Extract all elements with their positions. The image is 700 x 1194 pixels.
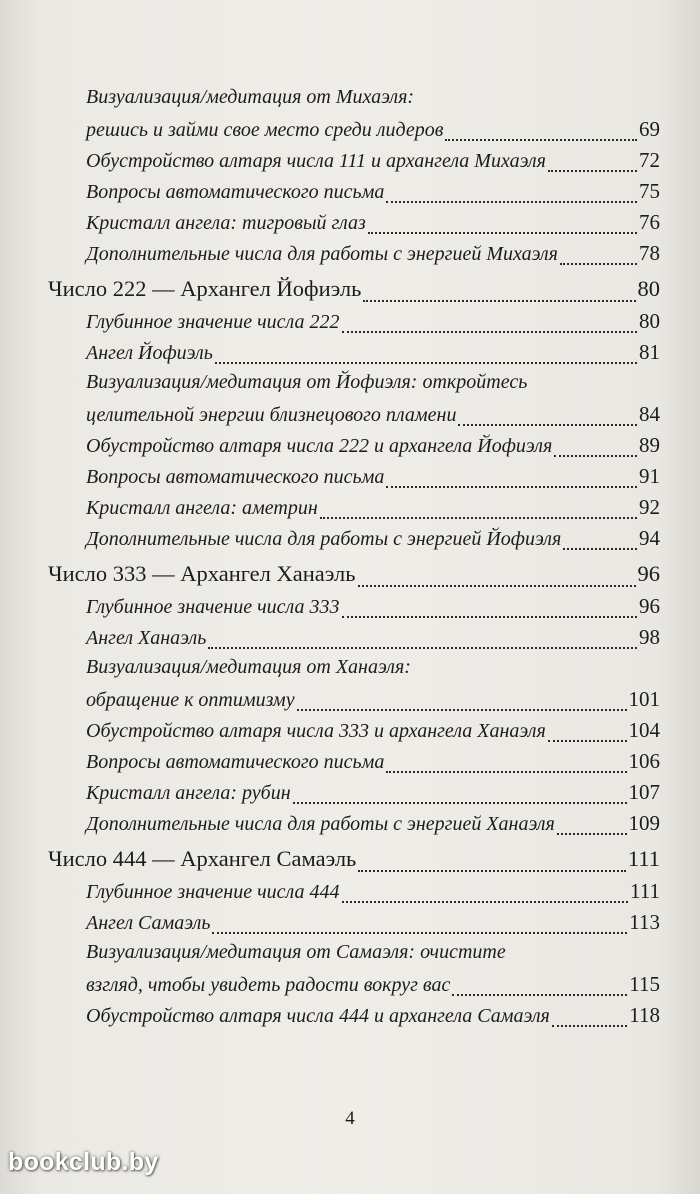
toc-entry-head: Визуализация/медитация от Ханаэля: (86, 656, 411, 678)
toc-entry: взгляд, чтобы увидеть радости вокруг вас 115 (86, 972, 660, 996)
toc-entry: Дополнительные числа для работы с энергией Ханаэля 109 (86, 811, 660, 835)
toc-entry: решись и займи свое место среди лидеров 69 (86, 117, 660, 141)
site-watermark: bookclub.by (8, 1148, 159, 1176)
toc-entry: Ангел Йофиэль 81 (86, 340, 660, 364)
toc-entry: Обустройство алтаря числа 444 и архангела Самаэля 118 (86, 1003, 660, 1027)
table-of-contents (0, 86, 700, 1034)
toc-entry: Обустройство алтаря числа 333 и архангела Ханаэля 104 (86, 718, 660, 742)
toc-chapter (0, 272, 700, 557)
toc-entry: Дополнительные числа для работы с энергией Михаэля 78 (86, 241, 660, 265)
toc-entry: Ангел Самаэль 113 (86, 910, 660, 934)
toc-entry: Обустройство алтаря числа 111 и архангела Михаэля 72 (86, 148, 660, 172)
toc-entry: Кристалл ангела: тигровый глаз 76 (86, 210, 660, 234)
toc-entry-head: Визуализация/медитация от Самаэля: очистите (86, 941, 506, 963)
toc-entry: обращение к оптимизму 101 (86, 687, 660, 711)
chapter-heading: Число 333 — Архангел Ханаэль 96 (48, 561, 660, 586)
chapter-heading: Число 222 — Архангел Йофиэль 80 (48, 276, 660, 301)
toc-entry-head: Визуализация/медитация от Йофиэля: откройтесь (86, 371, 528, 393)
toc-entry: Кристалл ангела: аметрин 92 (86, 495, 660, 519)
toc-entry: Вопросы автоматического письма 91 (86, 464, 660, 488)
toc-entry: Глубинное значение числа 444 111 (86, 879, 660, 903)
toc-entry: Глубинное значение числа 222 80 (86, 309, 660, 333)
toc-entry: Глубинное значение числа 333 96 (86, 594, 660, 618)
toc-entry: Кристалл ангела: рубин 107 (86, 780, 660, 804)
toc-entry: Вопросы автоматического письма 106 (86, 749, 660, 773)
toc-entry: Обустройство алтаря числа 222 и архангела Йофиэля 89 (86, 433, 660, 457)
toc-entry-head: Визуализация/медитация от Михаэля: (86, 86, 415, 108)
toc-entry: Вопросы автоматического письма 75 (86, 179, 660, 203)
page-number: 4 (345, 1108, 355, 1129)
chapter-heading: Число 444 — Архангел Самаэль 111 (48, 846, 660, 871)
toc-chapter (0, 557, 700, 842)
toc-entry: целительной энергии близнецового пламени 84 (86, 402, 660, 426)
toc-entry: Дополнительные числа для работы с энергией Йофиэля 94 (86, 526, 660, 550)
toc-entry: Ангел Ханаэль 98 (86, 625, 660, 649)
toc-chapter (0, 842, 700, 1034)
